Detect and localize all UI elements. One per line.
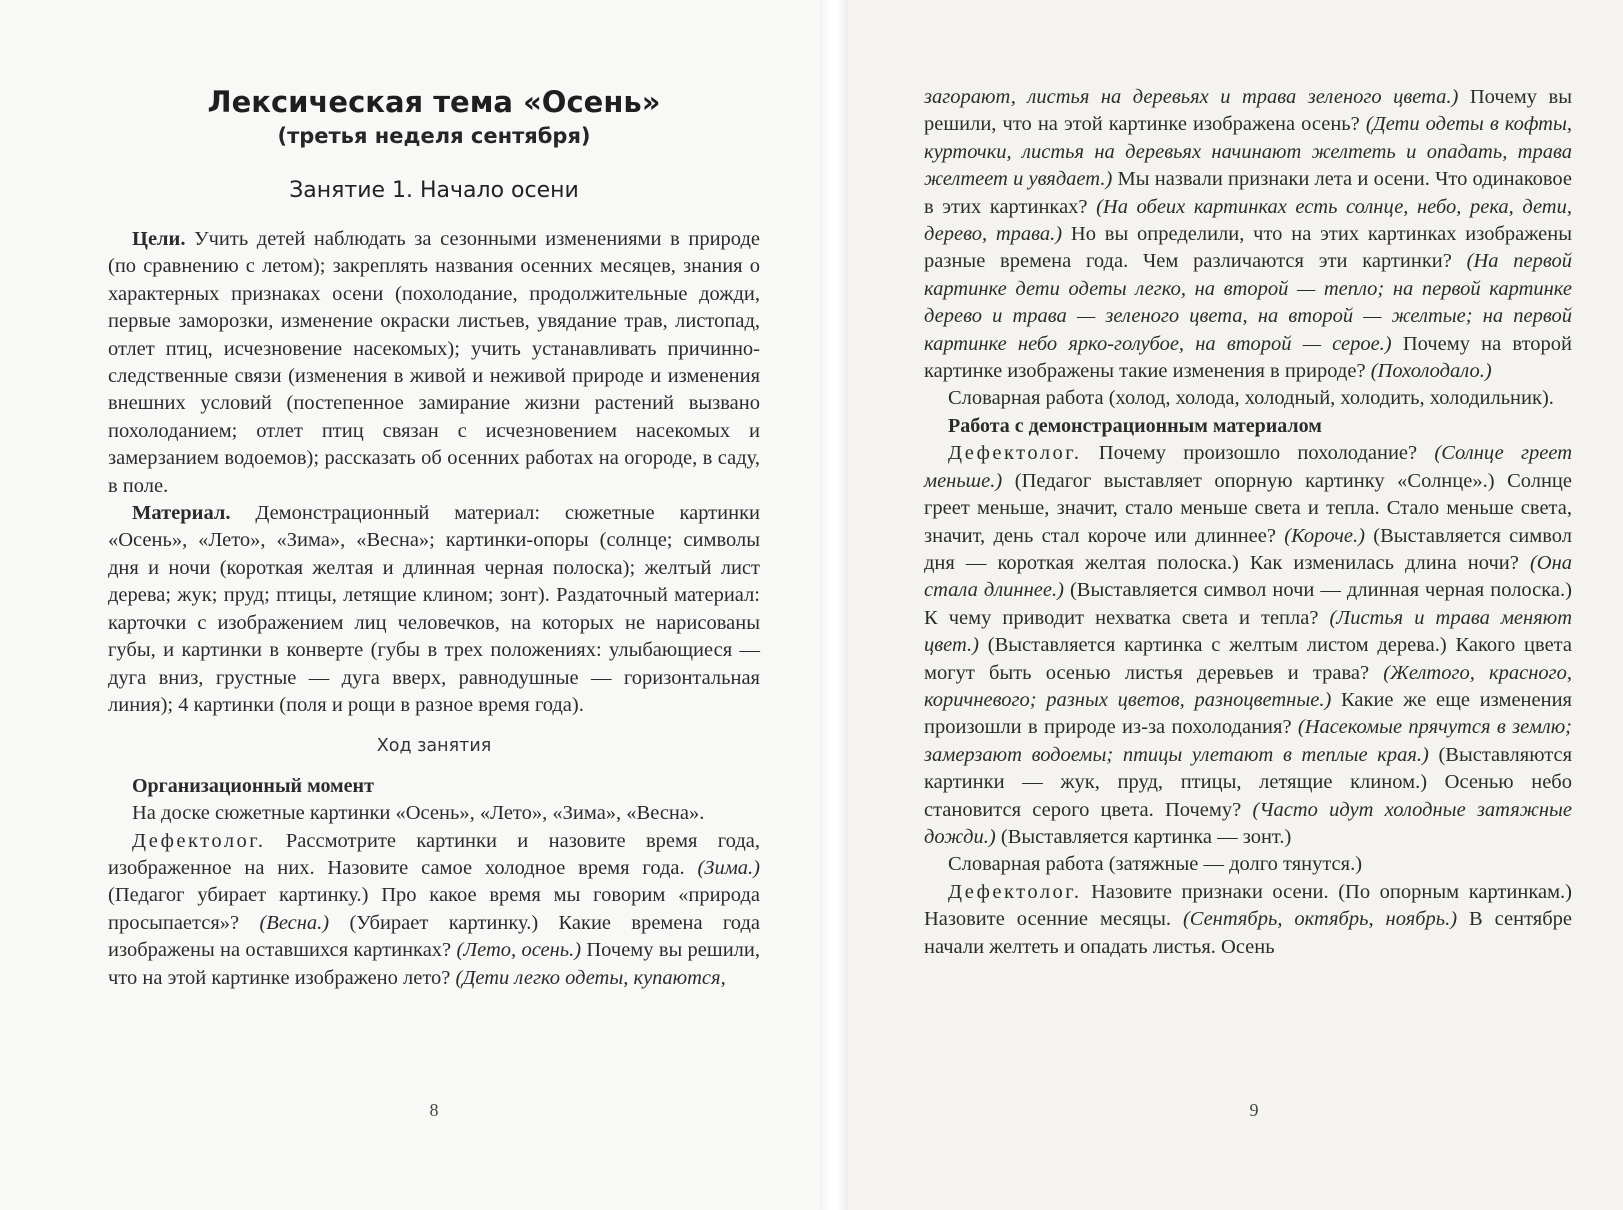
book-gutter: [820, 0, 848, 1210]
speaker-label: Дефектолог.: [132, 829, 266, 852]
goals-paragraph: [108, 226, 760, 500]
lexical-topic-title: Лексическая тема «Осень»: [207, 85, 661, 119]
signs-paragraph: [924, 879, 1572, 961]
vocab-paragraph: Словарная работа (холод, холода, холодный, холодить, холодильник).: [948, 387, 1554, 410]
body-text: (Выставляется символ дня — короткая желтая полоска.) Как изменилась длина ночи?: [924, 524, 1572, 574]
answer-text: (Похолодало.): [1370, 360, 1492, 383]
material-label: Материал.: [132, 502, 231, 525]
body-text: (Педагог выставляет опорную картинку «Солнце».) Солнце греет меньше, значит, стало меньше света и тепла. Стало меньше света, значит, день стал короче или длиннее?: [924, 469, 1572, 547]
answer-text: (Листья и трава меняют цвет.): [924, 606, 1572, 657]
topic-subtitle: (третья неделя сентября): [277, 124, 591, 148]
body-text: Какие же еще изменения произошли в природе из-за похолодания?: [924, 688, 1572, 739]
answer-text: (Лето, осень.): [456, 939, 582, 962]
page-number-right: 9: [1249, 1100, 1259, 1120]
body-text: Почему произошло похолодание?: [1081, 442, 1435, 465]
answer-text: загорают, листья на деревьях и трава зеленого цвета.): [924, 86, 1459, 108]
speaker-label: Дефектолог.: [948, 442, 1082, 465]
body-text: (Убирает картинку.) Какие времена года изображены на оставшихся картинках?: [108, 911, 760, 962]
material-text: Демонстрационный материал: сюжетные картинки «Осень», «Лето», «Зима», «Весна»; картинки-опоры (солнце; символы дня и ночи (короткая желтая и длинная черная полоска); желтый лист дерева; жук; пруд; птицы, летящие клином; зонт). Раздаточный материал: карточки с изображением лиц человечков, на которых не нарисованы губы, и картинки в конверте (губы в трех положениях: улыбающиеся — дуга вниз, грустные — дуга вверх, равнодушные — горизонтальная линия); 4 картинки (поля и рощи в разное время года).: [108, 502, 761, 716]
answer-text: (На первой картинке дети одеты легко, на второй — тепло; на первой картинке дерево и трава — зеленого цвета, на второй — желтые; на первой картинке небо ярко-голубое, на второй — серое.): [924, 250, 1572, 355]
answer-text: (Сентябрь, октябрь, ноябрь.): [1182, 908, 1458, 931]
lesson-title: Занятие 1. Начало осени: [289, 178, 579, 203]
material-paragraph: [108, 500, 760, 719]
body-text: В сентябре начали желтеть и опадать листья. Осень: [924, 908, 1572, 958]
body-text: (Выставляются картинки — жук, пруд, птицы, летящие клином.) Осенью небо становится серого цвета. Почему?: [924, 743, 1572, 821]
org-paragraph: На доске сюжетные картинки «Осень», «Лето», «Зима», «Весна».: [132, 802, 705, 825]
body-text: (Выставляется картинка с желтым листом дерева.) Какого цвета могут быть осенью листья деревьев и трава?: [924, 634, 1572, 684]
answer-text: (Зима.): [697, 856, 760, 879]
demo-paragraph: [924, 440, 1572, 851]
continued-paragraph: [924, 84, 1572, 385]
page-number-left: 8: [429, 1100, 439, 1120]
answer-text: (Желтого, красного, коричневого; разных цветов, разноцветные.): [924, 661, 1572, 711]
body-text: Мы назвали признаки лета и осени. Что одинаковое в этих картинках?: [924, 168, 1572, 218]
vocab-paragraph-2: Словарная работа (затяжные — долго тянутся.): [948, 853, 1363, 876]
body-text: Рассмотрите картинки и назовите время года, изображенное на них. Назовите самое холодное время года.: [108, 829, 760, 879]
answer-text: (Дети легко одеты, купаются,: [455, 966, 726, 989]
section-title: Ход занятия: [376, 736, 492, 757]
goals-label: Цели.: [132, 228, 186, 250]
body-text: (Выставляется символ ночи — длинная черная полоска.) К чему приводит нехватка света и тепла?: [924, 579, 1572, 629]
body-text: Назовите признаки осени. (По опорным картинкам.) Назовите осенние месяцы.: [924, 880, 1572, 931]
answer-text: (Солнце греет меньше.): [924, 442, 1572, 492]
answer-text: (Короче.): [1284, 524, 1365, 547]
answer-text: (Она стала длиннее.): [924, 551, 1572, 602]
answer-text: (Дети одеты в кофты, курточки, листья на деревьях начинают желтеть и опадать, трава желтеет и увядает.): [924, 113, 1572, 191]
body-text: Почему вы решили, что на этой картинке изображено лето?: [108, 939, 760, 989]
answer-text: (Насекомые прячутся в землю; замерзают водоемы; птицы улетают в теплые края.): [924, 716, 1572, 766]
body-text: (Выставляется картинка — зонт.): [995, 825, 1292, 848]
body-text: Почему вы решили, что на этой картинке изображена осень?: [924, 86, 1572, 136]
answer-text: (На обеих картинках есть солнце, небо, река, дети, дерево, трава.): [924, 195, 1572, 246]
body-text: Но вы определили, что на этих картинках изображены разные времена года. Чем различаются эти картинки?: [924, 223, 1573, 273]
answer-text: (Часто идут холодные затяжные дожди.): [924, 798, 1572, 848]
answer-text: (Весна.): [259, 911, 330, 934]
right-column: [924, 84, 1572, 961]
body-text: (Педагог убирает картинку.) Про какое время мы говорим «природа просыпается»?: [108, 884, 760, 934]
left-column: [108, 226, 760, 992]
speaker-label: Дефектолог.: [948, 880, 1082, 903]
body-text: Почему на второй картинке изображены такие изменения в природе?: [924, 332, 1573, 383]
org-heading: Организационный момент: [132, 774, 374, 797]
demo-heading: Работа с демонстрационным материалом: [948, 414, 1322, 437]
goals-text: Учить детей наблюдать за сезонными изменениями в природе (по сравнению с летом); закреплять названия осенних месяцев, знания о характерных признаках осени (похолодание, продолжительные дожди, первые заморозки, изменение окраски листьев, увядание трав, листопад, отлет птиц, исчезновение насекомых); учить устанавливать причинно-следственные связи (изменения в живой и неживой природе и изменения внешних условий (постепенное замирание жизни растений вызвано похолоданием; отлет птиц связан с исчезновением насекомых и замерзанием водоемов); рассказать об осенних работах на огороде, в саду, в поле.: [108, 228, 760, 497]
dialog-paragraph: [108, 828, 760, 992]
